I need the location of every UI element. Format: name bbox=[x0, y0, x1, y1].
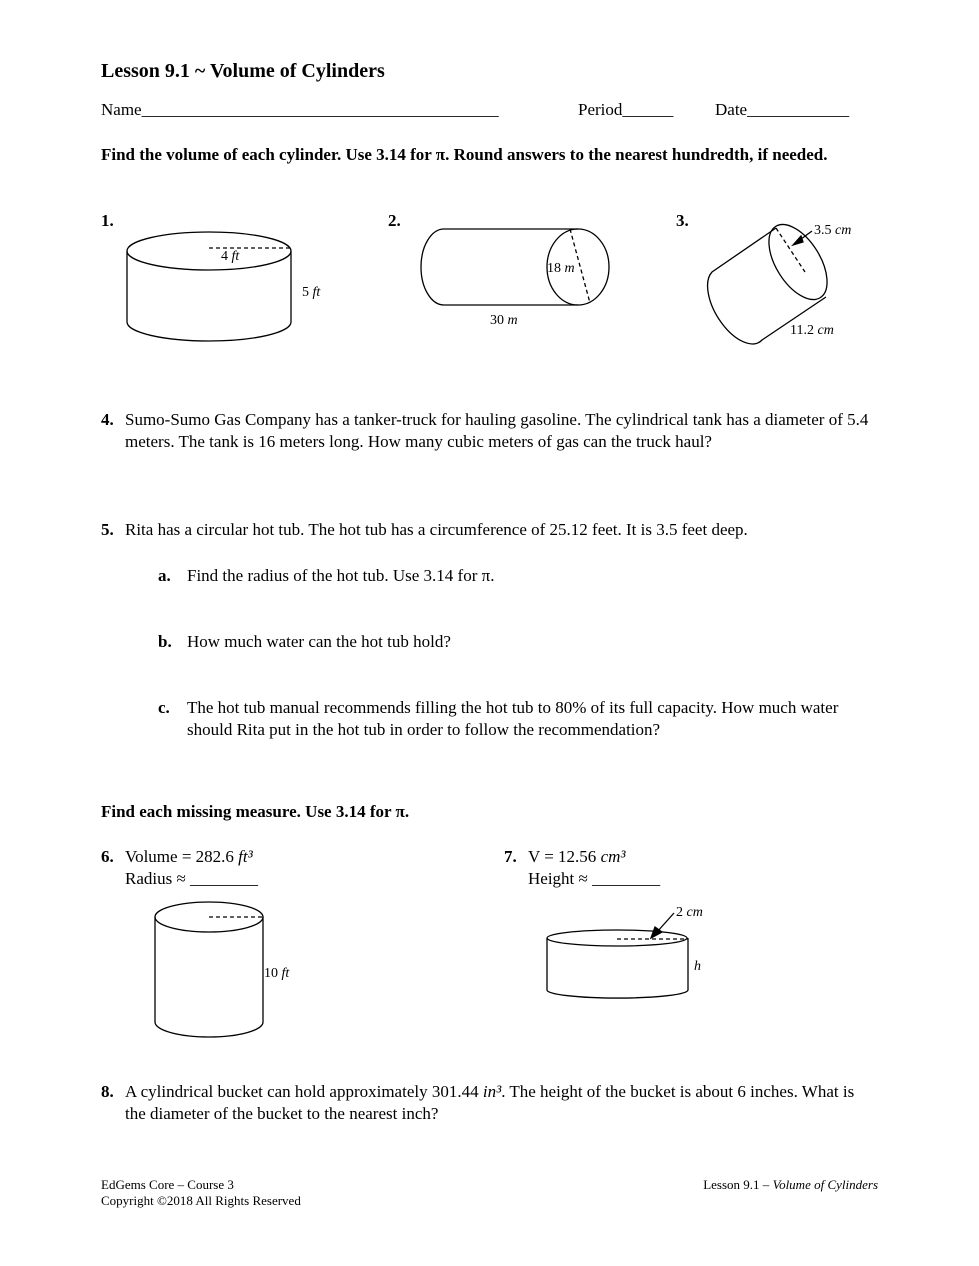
height-label-3: 11.2 cm bbox=[790, 323, 834, 338]
problem-5-number: 5. bbox=[101, 520, 114, 539]
problem-6-volume: Volume = 282.6 ft³ bbox=[125, 847, 253, 866]
name-field[interactable] bbox=[101, 99, 499, 121]
height-label-6: 10 ft bbox=[264, 966, 290, 981]
footer-lesson: Lesson 9.1 – Volume of Cylinders bbox=[703, 1177, 878, 1192]
problem-5c-letter: c. bbox=[158, 698, 170, 717]
problem-7-volume: V = 12.56 cm³ bbox=[528, 847, 626, 866]
problem-5b-text: How much water can the hot tub hold? bbox=[187, 632, 451, 651]
problem-5a-letter: a. bbox=[158, 566, 171, 585]
period-field[interactable] bbox=[578, 99, 673, 121]
date-line: ____________ bbox=[747, 100, 850, 119]
height-variable-7: h bbox=[694, 959, 701, 974]
problem-5b-letter: b. bbox=[158, 632, 172, 651]
period-label: Period bbox=[578, 100, 623, 119]
problem-5c-text: The hot tub manual recommends filling the hot tub to 80% of its full capacity. How much water should Rita put in the hot tub in order to follow the recommendation? bbox=[187, 698, 839, 739]
name-line: __________________________________________ bbox=[141, 100, 499, 119]
problem-1-number: 1. bbox=[101, 211, 114, 230]
period-line: ______ bbox=[622, 100, 674, 119]
instructions-volume: Find the volume of each cylinder. Use 3.14 for π. Round answers to the nearest hundredth, if needed. bbox=[101, 145, 828, 164]
height-label-1: 5 ft bbox=[302, 285, 321, 300]
diameter-label-2: 18 m bbox=[547, 261, 575, 276]
instructions-missing-measure: Find each missing measure. Use 3.14 for π. bbox=[101, 802, 410, 821]
radius-label-3: 3.5 cm bbox=[814, 223, 852, 238]
problem-7-number: 7. bbox=[504, 847, 517, 866]
page-title: Lesson 9.1 ~ Volume of Cylinders bbox=[101, 60, 385, 82]
problem-8-text: A cylindrical bucket can hold approximately 301.44 in³. The height of the bucket is about 6 inches. What is the diameter of the bucket to the nearest inch? bbox=[125, 1082, 855, 1123]
footer-copyright: Copyright ©2018 All Rights Reserved bbox=[101, 1193, 301, 1208]
date-label: Date bbox=[715, 100, 748, 119]
name-label: Name bbox=[101, 100, 142, 119]
problem-5a-text: Find the radius of the hot tub. Use 3.14 for π. bbox=[187, 566, 495, 585]
radius-label-1: 4 ft bbox=[221, 249, 240, 264]
footer-course: EdGems Core – Course 3 bbox=[101, 1177, 234, 1192]
problem-8-number: 8. bbox=[101, 1082, 114, 1101]
problem-2-number: 2. bbox=[388, 211, 401, 230]
problem-3-number: 3. bbox=[676, 211, 689, 230]
problem-4-number: 4. bbox=[101, 410, 114, 429]
date-field[interactable] bbox=[715, 99, 849, 121]
radius-label-7: 2 cm bbox=[676, 905, 703, 920]
problem-7-height-answer[interactable]: Height ≈ ________ bbox=[528, 869, 661, 888]
problem-6-radius-answer[interactable]: Radius ≈ ________ bbox=[125, 869, 259, 888]
problem-5-text: Rita has a circular hot tub. The hot tub has a circumference of 25.12 feet. It is 3.5 feet deep. bbox=[125, 520, 748, 539]
length-label-2: 30 m bbox=[490, 313, 518, 328]
problem-4-text: Sumo-Sumo Gas Company has a tanker-truck for hauling gasoline. The cylindrical tank has a diameter of 5.4 meters. The tank is 16 meters long. How many cubic meters of gas can the truck haul? bbox=[125, 410, 869, 451]
problem-6-number: 6. bbox=[101, 847, 114, 866]
